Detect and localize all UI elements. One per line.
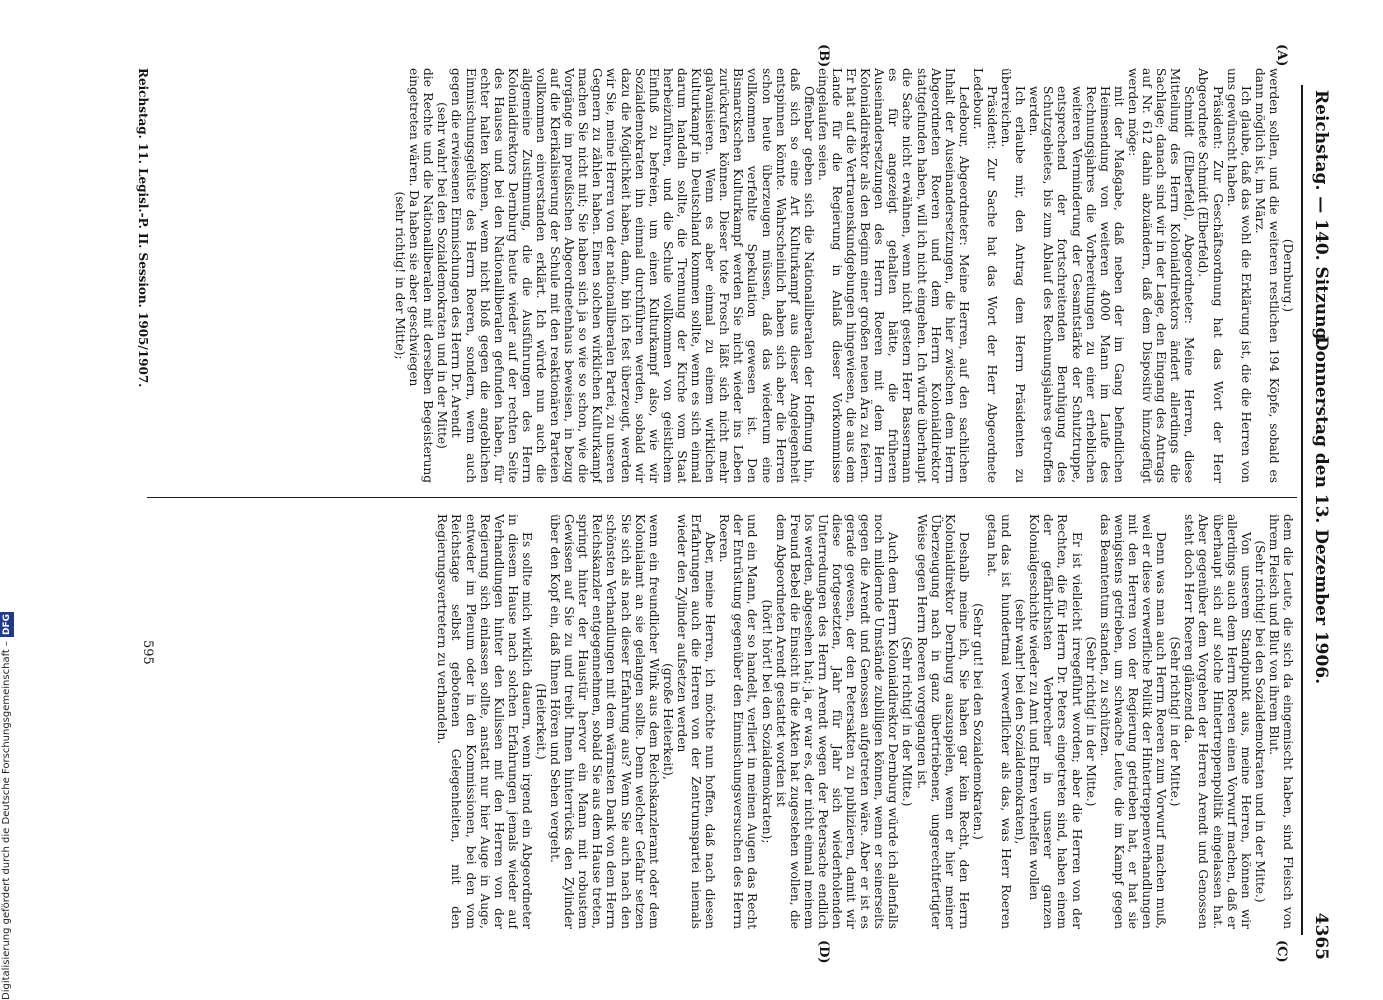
paragraph: Ich erlaube mir, den Antrag dem Herrn Präsidenten zu überreichen. [999,68,1028,483]
running-header [1305,90,1331,960]
paragraph: Denn was man auch Herrn Roeren zum Vorwurf machen muß, weil er diese verwerfliche Politik der Hintertreppenverhandlungen mit den Herren von der Regierung getrieben hat, er hat sie wenigstens getrieben, um schwache Leute, die im Kampf gegen das Beamtentum standen, zu schützen. [1097,514,1169,929]
paragraph: Offenbar geben sich die Nationalliberalen der Hoffnung hin, daß sich so eine Art Kulturkampf aus dieser Angelegenheit entspinnen könnte. Wahrscheinlich haben sich aber die Herren schon heute überzeugen müssen, daß das wiederum eine vollkommen verfehlte Spekulation gewesen ist. Den Bismarckschen Kulturkampf werden Sie nicht wieder ins Leben zurückrufen können. Dieser tote Frosch läßt sich nicht mehr galvanisieren. Wenn es aber einmal zu einem wirklichen Kulturkampf in Deutschland kommen sollte, wenn es sich einmal darum handeln sollte, die Trennung der Kirche vom Staat herbeizuführen, und die Schule vollkommen von geistlichem Einfluß zu befreien, um einen Kulturkampf also, wie wir Sozialdemokraten ihn einmal durchführen werden, sobald wir dazu die Möglichkeit haben, dann, bin ich fest überzeugt, werden wir Sie, meine Herren von der nationalliberalen Partei, zu unseren Gegnern zu zählen haben. Einen solchen wirklichen Kulturkampf machen Sie nicht mit; Sie haben sich ja so wie so schon, wie die Vorgänge im preußischen Abgeordnetenhaus beweisen, in bezug auf die Klerikalisierung der Schule mit den reaktionären Parteien vollkommen einverstanden erklärt. Ich würde nun auch die allgemeine Zustimmung, die die Ausführungen des Herrn Kolonialdirektors Dernburg heute wieder auf der rechten Seite des Hauses und bei den Nationalliberalen gefunden haben, für echter halten können, wenn nicht bloß gegen die angeblichen Einmischungsgelüste des Herrn Roeren, sondern, wenn auch gegen die erwiesenen Einmischungen des Herrn Dr. Arendt [449,68,816,483]
speaker-reference: (Dernburg.) [1281,238,1295,313]
left-column [145,68,1295,483]
header-page-number: 4365 [1311,912,1331,960]
paragraph: Ich glaube, daß das wohl die Erklärung ist, die die Herren von uns gewünscht haben. [1224,68,1253,483]
paragraph: Es sollte mich wirklich dauern, wenn irgend ein Abgeordneter in diesem Hause nach solchen Erfahrungen jemals wieder auf Verhandlungen hinter den Kulissen mit den Herren von der Regierung sich einlassen sollte, anstatt nur hier Auge in Auge, entweder im Plenum oder in den Kommissionen, bei den vom Reichstage selbst gebotenen Gelegenheiten, mit den Regierungsvertretern zu verhandeln. [435,514,534,929]
interjection: (Sehr richtig! in der Mitte.) [1083,636,1098,807]
paragraph: Deshalb meine ich, Sie haben gar kein Recht, den Herrn Kolonialdirektor Dernburg auszuspielen, wenn er hier meiner Überzeugung nach in ganz übertriebener, ungerechtfertigter Weise gegen Herrn Roeren vorgegangen ist. [914,514,971,929]
footer-session-info: Reichstag. 11. Legisl.-P. II. Session. 1905/1907. [136,68,150,388]
paragraph: die Rechte und die Nationalliberalen mit derselben Begeisterung eingetreten wären. Da haben sie aber geschwiegen [407,68,436,483]
digitization-credit [0,580,14,1000]
interjection: (sehr wahr! bei den Sozialdemokraten und in der Mitte) [435,102,450,449]
paragraph: Er ist vielleicht irregeführt worden; aber die Herren von der Rechten, die für Herrn Dr. Peters eingetreten sind, haben einem der gefährlichsten Verbrecher in unserer ganzen Kolonialgeschichte wieder zu Amt und Ehren verhelfen wollen [1027,514,1084,929]
interjection: (sehr richtig! in der Mitte); [393,191,408,360]
paragraph: Schmidt (Elberfeld), Abgeordneter: Meine Herren, diese Mitteilung des Herrn Kolonialdirektors ändert allerdings die Sachlage; danach sind wir in der Lage, den Eingang des Antrags auf Nr. 612 dahin abzuändern, daß dem Dispositiv hinzugefügt werden möge: [1125,68,1197,483]
interjection: (Sehr richtig! in der Mitte.) [1168,636,1183,807]
header-rule [1301,85,1303,935]
interjection: (große Heiterkeit), [660,663,675,780]
interjection: (Sehr richtig! in der Mitte.) [900,636,915,807]
margin-marker-c: (C) [1274,940,1289,963]
footer-page-number: 595 [140,640,155,665]
paragraph: Auch dem Herrn Kolonialdirektor Dernburg würde ich allenfalls noch mildernde Umstände zubilligen können, wenn er seinerseits gegen die Arendt und Genossen aufgetreten wäre. Aber er ist es gerade gewesen, der den Petersakten zu publizieren, damit wir diese fortgesetzten, Jahr für Jahr sich wiederholenden Unterredungen des Herrn Arendt wegen der Petersache endlich los werden, abgesehen hat; ja, er war es, der nicht einmal meinem Freund Bebel die Einsicht in die Akten hat zugestehen wollen, die dem Abgeordneten Arendt gestattet worden ist [773,514,901,929]
paragraph: Aber, meine Herren, ich möchte nun hoffen, daß nach diesen Erfahrungen auch die Herren von der Zentrumspartei niemals wieder den Zylinder aufsetzen werden [674,514,718,929]
right-column [145,514,1295,929]
paragraph: und ein Mann, der so handelt, verliert in meinen Augen das Recht der Entrüstung gegenüber den Einmischungsversuchen des Herrn Roeren. [717,514,760,929]
paragraph: dem die Leute, die sich da eingemischt haben, sind Fleisch von ihrem Fleisch und Blut von ihrem Blut. [1266,514,1295,929]
interjection: (Heiterkeit.) [534,683,549,760]
credit-text: Digitalisierung gefördert durch die Deutsche Forschungsgemeinschaft – [1,640,12,1000]
margin-marker-d: (D) [816,940,831,964]
paragraph: Von unserem Standpunkt aus, meine Herren, können wir allerdings auch dem Herrn Roeren einen Vorwurf machen, daß er überhaupt sich auf solche Hintertreppenpolitik eingelassen hat. Aber gegenüber dem Vorgehen der Herren Arendt und Genossen steht doch Herr Roeren glänzend da. [1182,514,1253,929]
paragraph: Präsident: Zur Geschäftsordnung hat das Wort der Herr Abgeordnete Schmidt (Elberfeld). [1196,68,1225,483]
quoted-motion: mit der Maßgabe, daß neben der im Gang befindlichen Heimsendung von weiteren 4000 Mann im Laufe des Rechnungsjahres die Vorbereitungen zu einer erheblichen weiteren Verminderung der Gesamtstärke der Schutztruppe, entsprechend der fortschreitenden Beruhigung des Schutzgebietes, bis zum Ablauf des Rechnungsjahres getroffen werden. [1027,86,1126,483]
interjection: (hört! hört! bei den Sozialdemokraten); [759,599,774,844]
interjection: (Sehr richtig! bei den Sozialdemokraten und in der Mitte.) [1252,540,1267,903]
interjection: (sehr wahr! bei den Sozialdemokraten), [1013,598,1028,845]
dfg-logo: DFG [2,613,12,635]
paragraph: werden sollen, und die weiteren restlichen 194 Köpfe, sobald es dann möglich ist, im März. [1252,68,1281,483]
column-divider [147,497,1297,498]
interjection: (Sehr gut! bei den Sozialdemokraten.) [970,603,985,840]
paragraph: und das ist hundertmal verwerflicher als das, was Herr Roeren getan hat. [985,514,1014,929]
margin-marker-b: (B) [816,44,831,68]
paragraph: Präsident: Zur Sache hat das Wort der Herr Abgeordnete Ledebour. [970,68,1000,483]
header-center: Donnerstag den 13. Dezember 1906. [1311,335,1331,685]
margin-marker-a: (A) [1274,44,1289,67]
paragraph: wenn ein freundlicher Wink aus dem Reichskanzleramt oder dem Kolonialamt an sie gelangen sollte. Denn welcher Gefahr setzen Sie sich als nach dieser Erfahrung aus? Wenn Sie auch nach den schönsten Verhandlungen mit dem wärmsten Dank von dem Herrn Reichskanzler entgegennehmen, sobald Sie aus dem Hause treten, springt hinter der Haustür hervor ein Mann mit robustem Gewissen auf Sie zu und treibt Ihnen hinterrücks den Zylinder über den Kopf ein, daß Ihnen Hören und Sehen vergeht. [548,514,661,929]
header-left: Reichstag. — 140. Sitzung. [1311,90,1331,346]
paragraph: Ledebour, Abgeordneter: Meine Herren, auf den sachlichen Inhalt der Auseinandersetzungen, die hier zwischen dem Herrn Abgeordneten Roeren und dem Herrn Kolonialdirektor stattgefunden haben, will ich nicht eingehen. Ich würde überhaupt die Sache nicht erwähnen, wenn nicht gestern Herr Bassermann es für angezeigt gehalten hätte, die früheren Auseinandersetzungen des Herrn Roeren mit dem Herrn Kolonialdirektor als den Beginn einer großen neuen Ära zu feiern. Er hat auf die Vertrauenskundgebungen hingewiesen, die aus dem Lande für die Regierung in Anlaß dieser Vorkommnisse eingelaufen seien. [815,68,971,483]
